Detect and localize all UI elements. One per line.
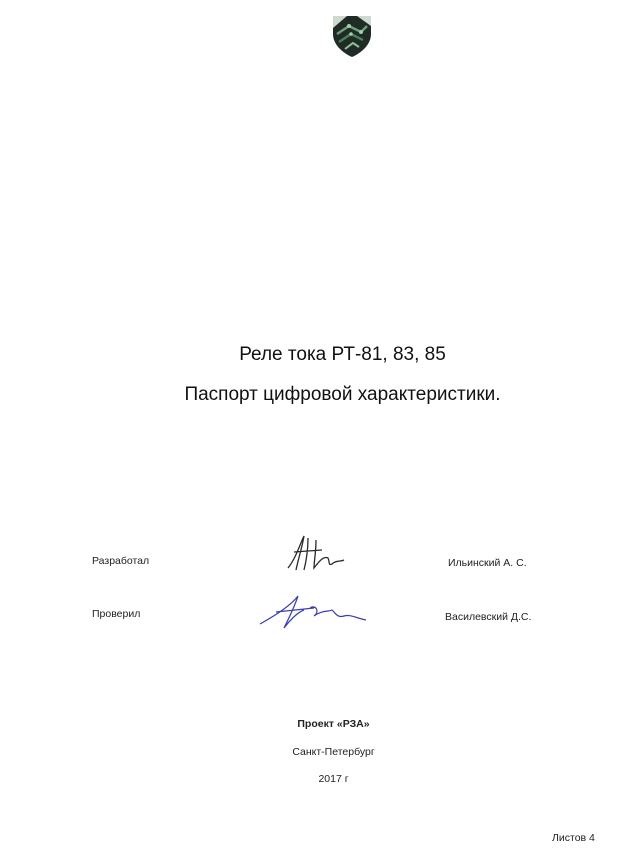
checker-name: Василевский Д.С. (445, 611, 532, 623)
developed-by-label: Разработал (92, 555, 150, 567)
city: Санкт-Петербург (292, 746, 375, 758)
document-title: Реле тока РТ-81, 83, 85 (239, 344, 446, 365)
checker-signature (258, 590, 370, 632)
checked-by-label: Проверил (92, 608, 141, 620)
document-subtitle: Паспорт цифровой характеристики. (184, 384, 501, 405)
shield-logo-icon (327, 12, 377, 58)
year: 2017 г (318, 773, 349, 785)
sheet-count: Листов 4 (552, 832, 595, 844)
developer-signature (282, 530, 352, 574)
project-name: Проект «РЗА» (297, 718, 370, 730)
developer-name: Ильинский А. С. (448, 557, 527, 569)
